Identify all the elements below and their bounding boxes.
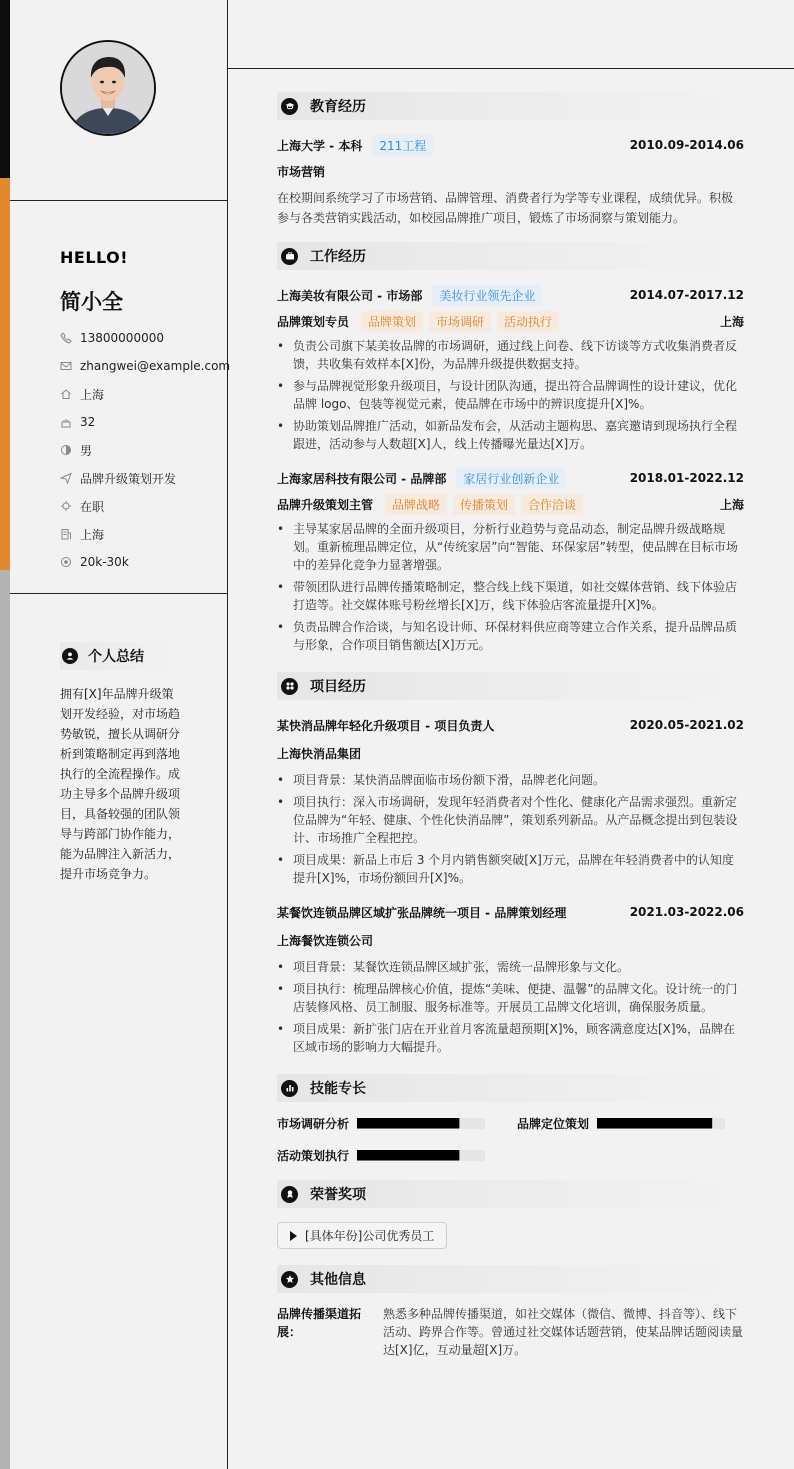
- skill-name: 市场调研分析: [277, 1116, 350, 1131]
- info-intention: [60, 464, 230, 492]
- job-header: [277, 282, 744, 308]
- list-item: • 项目执行：深入市场调研，发现年轻消费者对个性化、健康化产品需求强烈。重新定位品牌为“年轻、健康、个性化快消品牌”，策划系列新品。从产品概念提出到包装设计、市场推广全程把控。: [277, 793, 744, 847]
- education-row: [277, 132, 744, 158]
- project-org-row: [277, 738, 744, 768]
- header-divider: [228, 68, 794, 69]
- skill-bar: [357, 1150, 485, 1161]
- job-role-row: [277, 308, 744, 334]
- skill-bar-fill: [357, 1150, 459, 1161]
- info-status-text: 在职: [80, 499, 105, 514]
- skill-tag: 品牌策划: [361, 311, 423, 332]
- info-salary: [60, 548, 230, 576]
- info-city: [60, 520, 230, 548]
- send-icon: [60, 472, 72, 484]
- award-icon: [281, 1186, 298, 1203]
- education-title: 教育经历: [310, 99, 366, 115]
- company-name: 上海家居科技有限公司 - 品牌部: [277, 471, 447, 486]
- project-entry: [277, 712, 744, 887]
- project-org: 上海餐饮连锁公司: [277, 933, 374, 948]
- project-header: [277, 712, 744, 738]
- info-intention-text: 品牌升级策划开发: [80, 471, 177, 486]
- skill-bar: [597, 1118, 725, 1129]
- projects-title: 项目经历: [310, 679, 366, 695]
- job-date: 2014.07-2017.12: [629, 288, 744, 302]
- avatar: [60, 40, 156, 136]
- award-text: [具体年份]公司优秀员工: [305, 1229, 435, 1243]
- job-city: 上海: [719, 497, 744, 512]
- skill-bar-fill: [357, 1118, 459, 1129]
- info-phone: [60, 324, 230, 352]
- skills-heading: [277, 1074, 744, 1102]
- candidate-name: 简小全: [60, 290, 123, 314]
- play-icon: [290, 1231, 297, 1241]
- skill-name: 品牌定位策划: [517, 1116, 590, 1131]
- job-role: 品牌策划专员: [277, 314, 350, 329]
- gender-icon: [60, 444, 72, 456]
- job-city: 上海: [719, 314, 744, 329]
- user-icon: [62, 648, 78, 664]
- job-date: 2018.01-2022.12: [629, 471, 744, 485]
- job-role: 品牌升级策划主管: [277, 497, 374, 512]
- education-heading: [277, 92, 744, 120]
- status-icon: [60, 500, 72, 512]
- info-city-text: 上海: [80, 527, 105, 542]
- star-icon: [281, 1271, 298, 1288]
- awards-heading: [277, 1180, 744, 1208]
- skills-grid: [277, 1114, 744, 1164]
- other-text: 熟悉多种品牌传播渠道，如社交媒体（微信、微博、抖音等）、线下活动、跨界合作等。曾通过社交媒体话题营销，使某品牌话题阅读量达[X]亿，互动量超[X]万。: [383, 1307, 744, 1357]
- job-entry: [277, 282, 744, 453]
- work-heading: [277, 242, 744, 270]
- accent-strip-orange: [0, 178, 10, 570]
- project-header: [277, 899, 744, 925]
- divider: [10, 200, 228, 201]
- contact-info: [60, 324, 230, 576]
- other-heading: [277, 1265, 744, 1293]
- bar-chart-icon: [281, 1080, 298, 1097]
- skill-item: [517, 1114, 744, 1132]
- divider: [10, 593, 228, 594]
- list-item: • 主导某家居品牌的全面升级项目，分析行业趋势与竞品动态，制定品牌升级战略规划。重新梳理品牌定位，从“传统家居”向“智能、环保家居”转型，使品牌在目标市场中的差异化竞争力显著增强。: [277, 520, 744, 574]
- job-bullets: [277, 337, 744, 453]
- project-name: 某餐饮连锁品牌区域扩张品牌统一项目 - 品牌策划经理: [277, 905, 567, 920]
- major: 市场营销: [277, 164, 326, 179]
- award-item[interactable]: [277, 1222, 447, 1249]
- work-title: 工作经历: [310, 249, 366, 265]
- job-bullets: [277, 520, 744, 654]
- projects-heading: [277, 672, 744, 700]
- skill-tag: 活动执行: [497, 311, 559, 332]
- skill-tag: 市场调研: [429, 311, 491, 332]
- summary-title: 个人总结: [88, 649, 144, 665]
- list-item: • 参与品牌视觉形象升级项目，与设计团队沟通，提出符合品牌调性的设计建议，优化品牌 logo、包装等视觉元素，使品牌在市场中的辨识度提升[X]%。: [277, 377, 744, 413]
- job-header: [277, 465, 744, 491]
- home-icon: [60, 388, 72, 400]
- list-item: • 负责品牌合作洽谈，与知名设计师、环保材料供应商等建立合作关系，提升品牌品质与形象，合作项目销售额达[X]万元。: [277, 618, 744, 654]
- project-date: 2020.05-2021.02: [629, 718, 744, 732]
- skill-bar: [357, 1118, 485, 1129]
- sidebar: [10, 0, 231, 1469]
- awards-title: 荣誉奖项: [310, 1187, 366, 1203]
- project-org: 上海快消品集团: [277, 746, 362, 761]
- graduation-cap-icon: [281, 98, 298, 115]
- education-desc: 在校期间系统学习了市场营销、品牌管理、消费者行为学等专业课程，成绩优异。积极参与各类营销实践活动，如校园品牌推广项目，锻炼了市场洞察与策划能力。: [277, 191, 734, 225]
- skills-title: 技能专长: [310, 1081, 366, 1097]
- grid-icon: [281, 678, 298, 695]
- list-item: • 项目执行：梳理品牌核心价值，提炼“美味、便捷、温馨”的品牌文化。设计统一的门店装修风格、员工制服、服务标准等。开展员工品牌文化培训，确保服务质量。: [277, 980, 744, 1016]
- list-item: • 项目成果：新扩张门店在开业首月客流量超预期[X]%，顾客满意度达[X]%，品牌在区域市场的影响力大幅提升。: [277, 1020, 744, 1056]
- skill-name: 活动策划执行: [277, 1148, 350, 1163]
- project-bullets: [277, 771, 744, 887]
- skill-tag: 合作洽谈: [521, 494, 583, 515]
- hello-heading: HELLO!: [60, 248, 129, 267]
- list-item: • 项目成果：新品上市后 3 个月内销售额突破[X]万元，品牌在年轻消费者中的认知度提升[X]%，市场份额回升[X]%。: [277, 851, 744, 887]
- skill-tag: 品牌战略: [385, 494, 447, 515]
- school-tag: 211工程: [372, 135, 433, 156]
- info-email-text: zhangwei@example.com: [80, 359, 231, 373]
- summary-text: 拥有[X]年品牌升级策划开发经验，对市场趋势敏锐，擅长从调研分析到策略制定再到落地执行的全流程操作。成功主导多个品牌升级项目，具备较强的团队领导与跨部门协作能力，能为品牌注入新活力，提升市场竞争力。: [60, 687, 181, 881]
- list-item: • 项目背景：某餐饮连锁品牌区域扩张，需统一品牌形象与文化。: [277, 958, 744, 976]
- info-home-text: 上海: [80, 387, 105, 402]
- list-item: • 带领团队进行品牌传播策略制定，整合线上线下渠道，如社交媒体营销、线下体验店打造等。社交媒体账号粉丝增长[X]万，线下体验店客流量提升[X]%。: [277, 578, 744, 614]
- info-phone-text: 13800000000: [80, 331, 164, 345]
- salary-icon: [60, 556, 72, 568]
- main-content: [277, 92, 744, 1359]
- briefcase-icon: [281, 248, 298, 265]
- project-name: 某快消品牌年轻化升级项目 - 项目负责人: [277, 718, 495, 733]
- info-age: [60, 408, 230, 436]
- profile-photo: [62, 42, 154, 134]
- info-email: [60, 352, 230, 380]
- skill-bar-fill: [597, 1118, 712, 1129]
- company-name: 上海美妆有限公司 - 市场部: [277, 288, 423, 303]
- school-name: 上海大学 - 本科: [277, 138, 363, 153]
- major-row: [277, 158, 744, 184]
- accent-strip-gray: [0, 570, 10, 1469]
- project-org-row: [277, 925, 744, 955]
- project-date: 2021.03-2022.06: [629, 905, 744, 919]
- info-home: [60, 380, 230, 408]
- mail-icon: [60, 360, 72, 372]
- project-entry: [277, 899, 744, 1056]
- list-item: • 协助策划品牌推广活动，如新品发布会，从活动主题构思、嘉宾邀请到现场执行全程跟进，活动参与人数超[X]人，线上传播曝光量达[X]万。: [277, 417, 744, 453]
- skill-item: [277, 1146, 517, 1164]
- summary-heading: [60, 642, 176, 670]
- company-tag: 家居行业创新企业: [456, 468, 566, 489]
- other-label: 品牌传播渠道拓展：: [277, 1307, 362, 1339]
- job-role-row: [277, 491, 744, 517]
- skill-tag: 传播策划: [453, 494, 515, 515]
- job-entry: [277, 465, 744, 654]
- accent-strip-black: [0, 0, 10, 178]
- info-status: [60, 492, 230, 520]
- education-date: 2010.09-2014.06: [629, 138, 744, 152]
- other-title: 其他信息: [310, 1272, 366, 1288]
- project-bullets: [277, 958, 744, 1056]
- phone-icon: [60, 332, 72, 344]
- other-info: [277, 1305, 744, 1359]
- company-tag: 美妆行业领先企业: [432, 285, 542, 306]
- info-gender: [60, 436, 230, 464]
- age-icon: [60, 416, 72, 428]
- info-gender-text: 男: [80, 443, 93, 458]
- skill-item: [277, 1114, 517, 1132]
- info-salary-text: 20k-30k: [80, 555, 129, 569]
- list-item: • 负责公司旗下某美妆品牌的市场调研，通过线上问卷、线下访谈等方式收集消费者反馈，共收集有效样本[X]份，为品牌升级提供数据支持。: [277, 337, 744, 373]
- list-item: • 项目背景：某快消品牌面临市场份额下滑，品牌老化问题。: [277, 771, 744, 789]
- info-age-text: 32: [80, 415, 96, 429]
- building-icon: [60, 528, 72, 540]
